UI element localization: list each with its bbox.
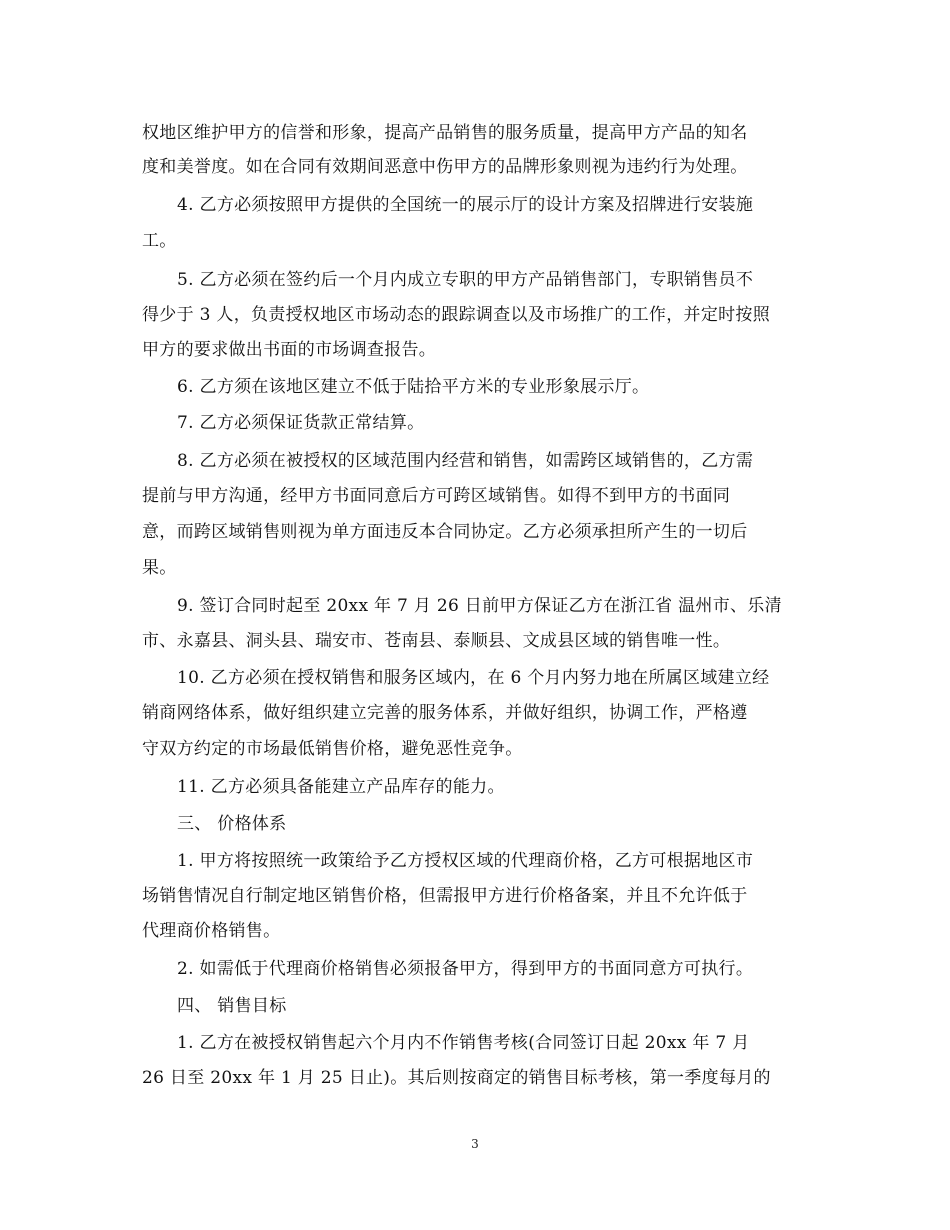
text-line: 果。 [142, 558, 177, 578]
text-line: 2. 如需低于代理商价格销售必须报备甲方，得到甲方的书面同意方可执行。 [177, 959, 754, 979]
text-line: 场销售情况自行制定地区销售价格，但需报甲方进行价格备案，并且不允许低于 [142, 886, 748, 906]
text-line: 1. 甲方将按照统一政策给予乙方授权区域的代理商价格，乙方可根据地区市 [177, 851, 754, 871]
text-line: 度和美誉度。如在合同有效期间恶意中伤甲方的品牌形象则视为违约行为处理。 [142, 157, 748, 177]
text-line: 26 日至 20xx 年 1 月 25 日止)。其后则按商定的销售目标考核，第一季度每月的 [142, 1068, 771, 1088]
text-line: 代理商价格销售。 [142, 921, 281, 941]
text-line: 提前与甲方沟通，经甲方书面同意后方可跨区域销售。如得不到甲方的书面同 [142, 486, 731, 506]
section-heading: 三、 价格体系 [177, 814, 287, 834]
text-line: 9. 签订合同时起至 20xx 年 7 月 26 日前甲方保证乙方在浙江省 温州市、乐清 [177, 596, 782, 616]
text-line: 6. 乙方须在该地区建立不低于陆拾平方米的专业形象展示厅。 [177, 377, 650, 397]
text-line: 甲方的要求做出书面的市场调查报告。 [142, 340, 437, 360]
page-number: 3 [471, 1137, 479, 1151]
text-line: 守双方约定的市场最低销售价格，避免恶性竞争。 [142, 739, 523, 759]
text-line: 4. 乙方必须按照甲方提供的全国统一的展示厅的设计方案及招牌进行安装施 [177, 195, 754, 215]
text-line: 市、永嘉县、洞头县、瑞安市、苍南县、泰顺县、文成县区域的销售唯一性。 [142, 631, 731, 651]
text-line: 10. 乙方必须在授权销售和服务区域内，在 6 个月内努力地在所属区域建立经 [177, 668, 770, 688]
text-line: 得少于 3 人，负责授权地区市场动态的跟踪调查以及市场推广的工作，并定时按照 [142, 305, 771, 325]
text-line: 5. 乙方必须在签约后一个月内成立专职的甲方产品销售部门，专职销售员不 [177, 270, 754, 290]
text-line: 权地区维护甲方的信誉和形象，提高产品销售的服务质量，提高甲方产品的知名 [142, 123, 748, 143]
text-line: 8. 乙方必须在被授权的区域范围内经营和销售，如需跨区域销售的，乙方需 [177, 451, 754, 471]
text-line: 7. 乙方必须保证货款正常结算。 [177, 413, 425, 433]
text-line: 销商网络体系，做好组织建立完善的服务体系，并做好组织，协调工作，严格遵 [142, 703, 748, 723]
text-line: 工。 [142, 231, 177, 251]
section-heading: 四、 销售目标 [177, 996, 287, 1016]
text-line: 1. 乙方在被授权销售起六个月内不作销售考核(合同签订日起 20xx 年 7 月 [177, 1033, 750, 1053]
text-line: 意，而跨区域销售则视为单方面违反本合同协定。乙方必须承担所产生的一切后 [142, 522, 748, 542]
text-line: 11. 乙方必须具备能建立产品库存的能力。 [177, 777, 505, 797]
